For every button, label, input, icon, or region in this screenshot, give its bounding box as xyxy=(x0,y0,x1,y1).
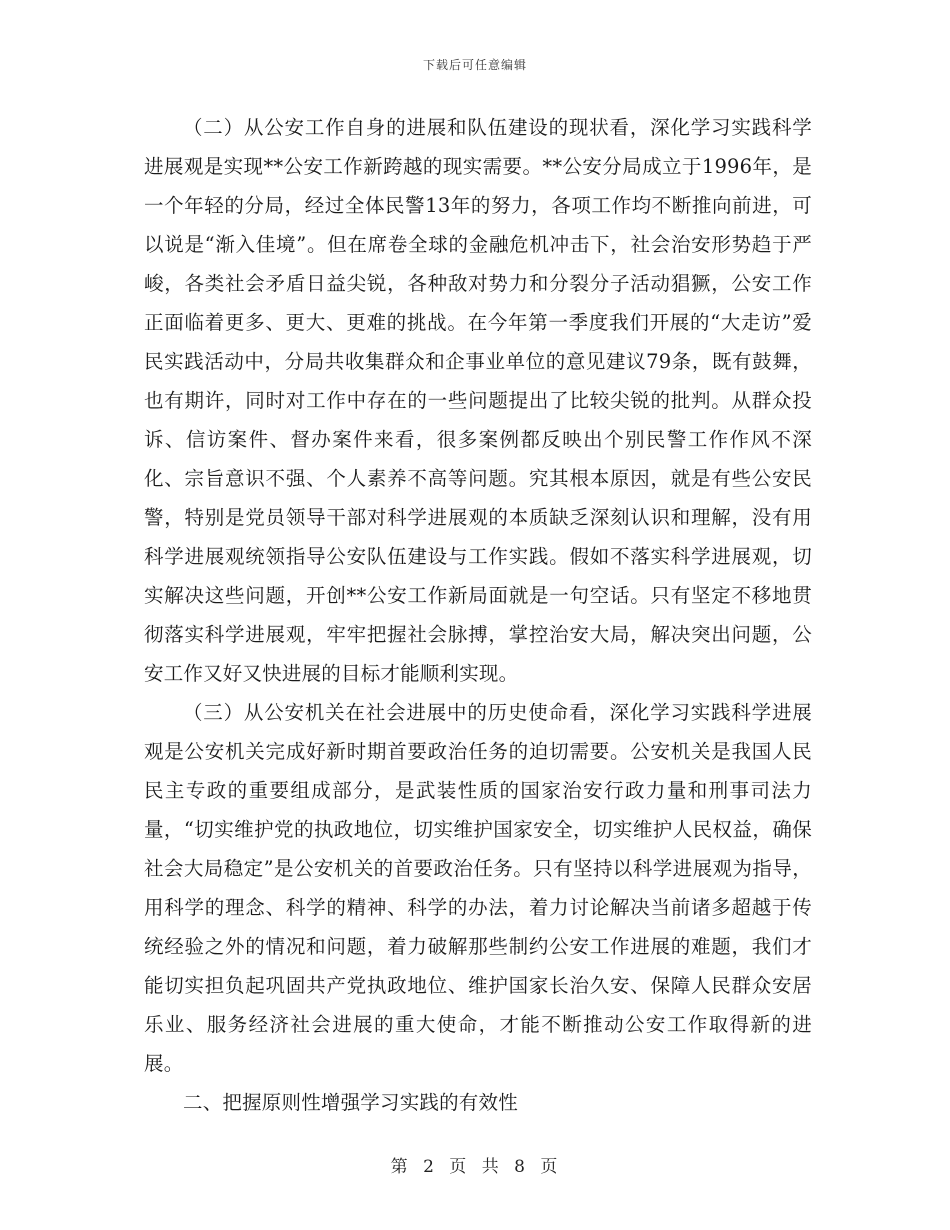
section-heading: 二、把握原则性增强学习实践的有效性 xyxy=(183,1091,518,1114)
page-number: 第 2 页 共 8 页 xyxy=(390,1157,560,1177)
document-body xyxy=(144,108,812,1122)
paragraph-2: （二）从公安工作自身的进展和队伍建设的现状看，深化学习实践科学进展观是实现**公安工作新跨越的现实需要。**公安分局成立于1996年，是一个年轻的分局，经过全体民警13年的努力，各项工作均不断推向前进，可以说是“渐入佳境”。但在席卷全球的金融危机冲击下，社会治安形势趋于严峻，各类社会矛盾日益尖锐，各种敌对势力和分裂分子活动猖獗，公安工作正面临着更多、更大、更难的挑战。在今年第一季度我们开展的“大走访”爱民实践活动中，分局共收集群众和企事业单位的意见建议79条，既有鼓舞，也有期许，同时对工作中存在的一些问题提出了比较尖锐的批判。从群众投诉、信访案件、督办案件来看，很多案例都反映出个别民警工作作风不深化、宗旨意识不强、个人素养不高等问题。究其根本原因，就是有些公安民警，特别是党员领导干部对科学进展观的本质缺乏深刻认识和理解，没有用科学进展观统领指导公安队伍建设与工作实践。假如不落实科学进展观，切实解决这些问题，开创**公安工作新局面就是一句空话。只有坚定不移地贯彻落实科学进展观，牢牢把握社会脉搏，掌控治安大局，解决突出问题，公安工作又好又快进展的目标才能顺利实现。 xyxy=(144,116,812,685)
paragraph-3: （三）从公安机关在社会进展中的历史使命看，深化学习实践科学进展观是公安机关完成好新时期首要政治任务的迫切需要。公安机关是我国人民民主专政的重要组成部分，是武装性质的国家治安行政力量和刑事司法力量，“切实维护党的执政地位，切实维护国家安全，切实维护人民权益，确保社会大局稳定”是公安机关的首要政治任务。只有坚持以科学进展观为指导，用科学的理念、科学的精神、科学的办法，着力讨论解决当前诸多超越于传统经验之外的情况和问题，着力破解那些制约公安工作进展的难题，我们才能切实担负起巩固共产党执政地位、维护国家长治久安、保障人民群众安居乐业、服务经济社会进展的重大使命，才能不断推动公安工作取得新的进展。 xyxy=(144,701,812,1075)
header-note: 下载后可任意编辑 xyxy=(422,58,527,72)
